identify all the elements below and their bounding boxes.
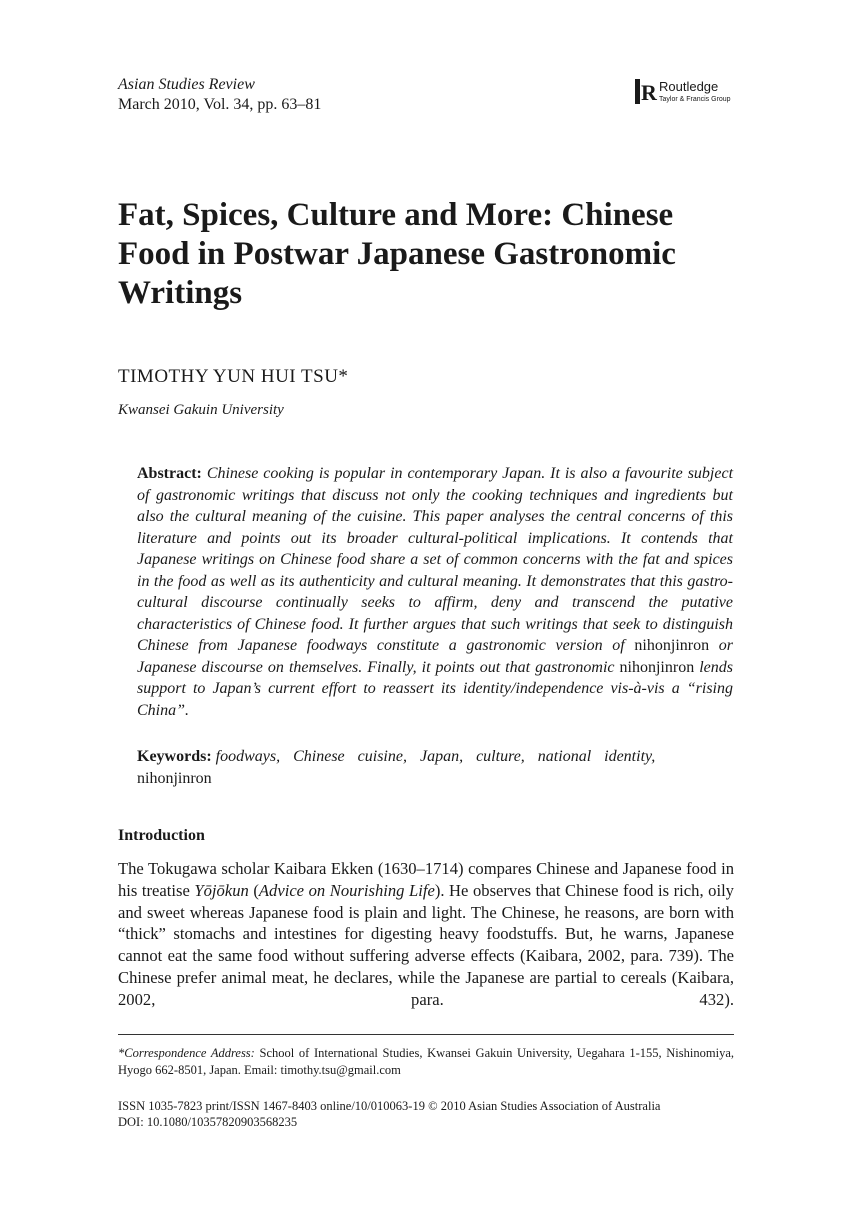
issn-line: ISSN 1035-7823 print/ISSN 1467-8403 online/10/010063-19 © 2010 Asian Studies Association of Australia <box>118 1099 661 1113</box>
publisher-group: Taylor & Francis Group <box>659 96 731 103</box>
routledge-logo-icon <box>635 78 655 106</box>
doi-line: DOI: 10.1080/10357820903568235 <box>118 1115 298 1129</box>
journal-name: Asian Studies Review <box>118 76 255 93</box>
intro-open-paren: ( <box>253 880 259 900</box>
journal-issue: March 2010, Vol. 34, pp. 63–81 <box>118 96 322 113</box>
intro-work-translation: Advice on Nourishing Life <box>258 880 435 900</box>
abstract <box>137 463 733 721</box>
keywords-list: foodways, Chinese cuisine, Japan, culture, national identity, <box>215 748 656 765</box>
abstract-text-2: or Japanese discourse on themselves. Finally, it points out that gastronomic <box>137 637 734 676</box>
footnote-label: *Correspondence Address: <box>118 1046 255 1060</box>
abstract-text-1: Chinese cooking is popular in contemporary Japan. It is also a favourite subject of gastronomic writings that discuss not only the cooking techniques and ingredients but also the cultural meaning of the cuisine. This paper analyses the central concerns of this literature and points out its broader cultural-political implications. It contends that Japanese writings on Chinese food share a set of common concerns with the fat and spices in the food as well as its authenticity and cultural meaning. It demonstrates that this gastro-cultural discourse continually seeks to affirm, deny and transcend the putative characteristics of Chinese food. It further argues that such writings that seek to distinguish Chinese from Japanese foodways constitute a gastronomic version of <box>137 465 734 654</box>
article-title: Fat, Spices, Culture and More: Chinese Food in Postwar Japanese Gastronomic Writings <box>118 197 676 311</box>
publication-info <box>118 1098 734 1130</box>
intro-work-title: Yōjōkun <box>194 880 249 900</box>
intro-text-1: The Tokugawa scholar Kaibara Ekken (1630–1714) compares Chinese and Japanese food in his treatise <box>118 859 734 900</box>
introduction-paragraph <box>118 858 734 1011</box>
abstract-term-1: nihonjinron <box>634 637 710 654</box>
abstract-term-2: nihonjinron <box>619 658 695 676</box>
publisher-brand: Routledge <box>659 79 719 94</box>
correspondence-footnote <box>118 1045 734 1079</box>
article-author: TIMOTHY YUN HUI TSU* <box>118 366 349 387</box>
keywords <box>137 746 733 789</box>
footnote-text: School of International Studies, Kwansei Gakuin University, Uegahara 1-155, Nishinomiya, Hyogo 662-8501, Japan. Email: timothy.tsu@gmail.com <box>118 1046 734 1077</box>
intro-text-2: ). He observes that Chinese food is rich, oily and sweet whereas Japanese food is plain and light. The Chinese, he reasons, are born with “thick” stomachs and intestines for digesting heavy foodstuffs. But, he warns, Japanese cannot eat the same food without suffering adverse effects (Kaibara, 2002, para. 739). The Chinese prefer animal meat, he declares, while the Japanese are partial to cereals (Kaibara, 2002, para. 432). <box>118 880 734 1009</box>
author-affiliation: Kwansei Gakuin University <box>118 402 284 418</box>
journal-header <box>118 75 321 115</box>
abstract-text-3: lends support to Japan’s current effort to reassert its identity/independence vis-à-vis a “rising China”. <box>137 658 734 719</box>
publisher-logo <box>635 78 755 110</box>
logo-mark-letter: R <box>641 80 657 105</box>
keywords-last: nihonjinron <box>137 769 212 787</box>
footnote-divider <box>118 1034 734 1035</box>
section-heading-introduction: Introduction <box>118 827 205 844</box>
abstract-label: Abstract: <box>137 465 202 482</box>
keywords-label: Keywords: <box>137 748 212 765</box>
